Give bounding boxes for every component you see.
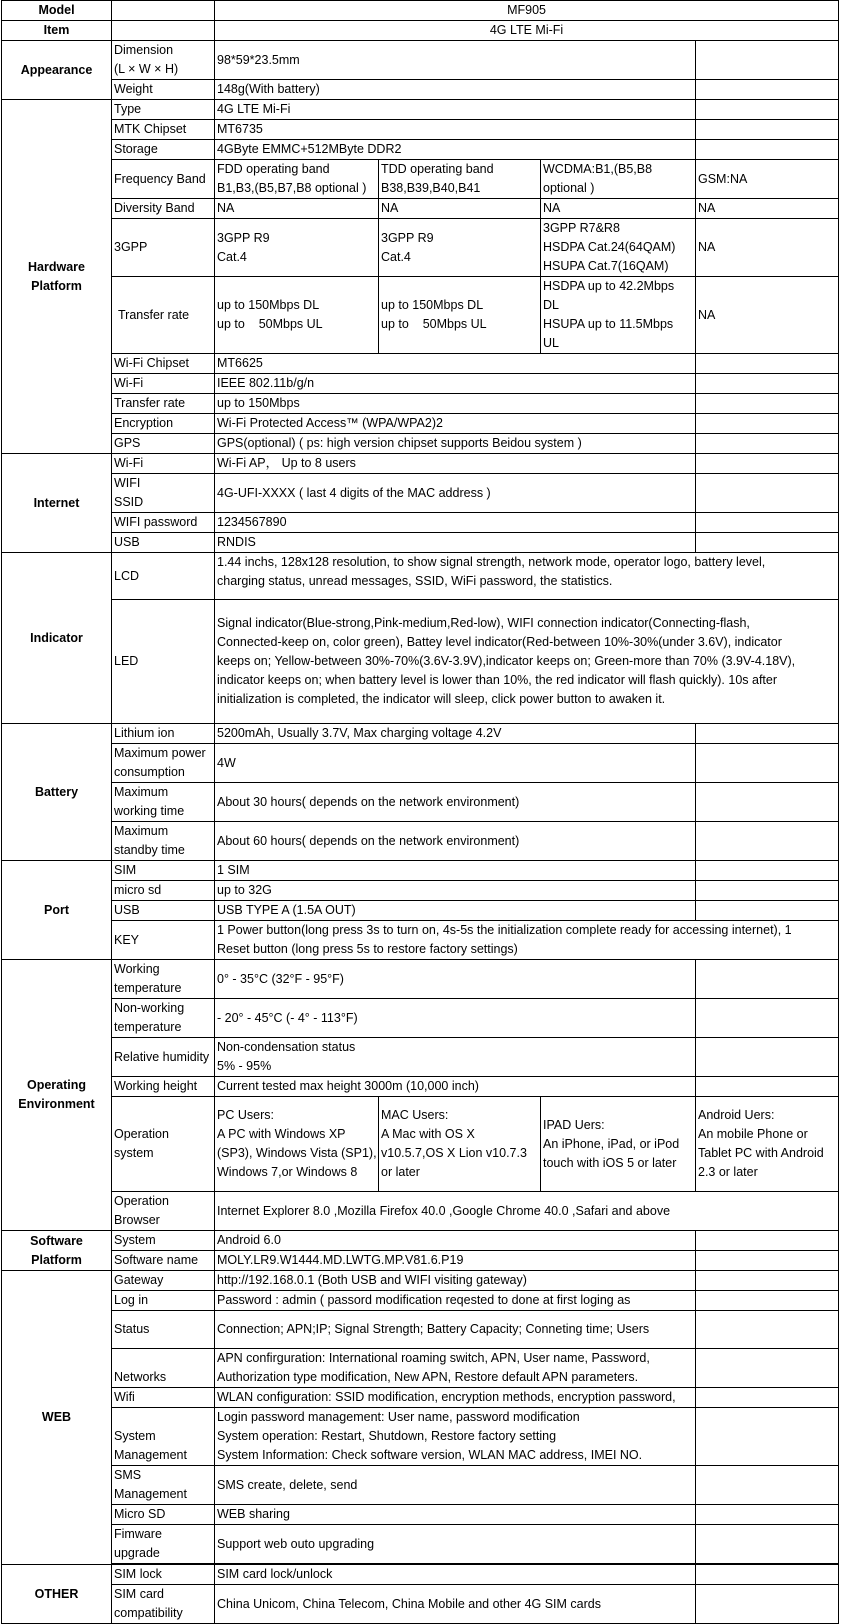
lithium-label: Lithium ion: [112, 724, 215, 744]
led-label: LED: [112, 600, 215, 724]
sim-lock-value: SIM card lock/unlock: [215, 1565, 696, 1585]
port-usb-row: [2, 901, 839, 921]
weight-row: [2, 80, 839, 100]
sms-label: SMS Management: [112, 1466, 215, 1505]
web-wifi-label: Wifi: [112, 1388, 215, 1408]
os-mac: MAC Users: A Mac with OS X v10.5.7,OS X Lion v10.7.3 or later: [379, 1097, 541, 1192]
encryption-value: Wi-Fi Protected Access™ (WPA/WPA2)2: [215, 414, 696, 434]
frequency-wcdma: WCDMA:B1,(B5,B8 optional ): [541, 160, 696, 199]
wifi-rate-row: [2, 394, 839, 414]
system-row: [2, 1231, 839, 1251]
gpp-label: 3GPP: [112, 219, 215, 277]
wifi-chipset-label: Wi-Fi Chipset: [112, 354, 215, 374]
lithium-row: [2, 724, 839, 744]
ssid-value: 4G-UFI-XXXX ( last 4 digits of the MAC address ): [215, 474, 696, 513]
model-value: MF905: [215, 1, 839, 21]
lcd-value: 1.44 inchs, 128x128 resolution, to show signal strength, network mode, operator logo, battery level, charging status, unread messages, SSID, WiFi password, the statistics.: [215, 553, 839, 600]
transfer-rate-gsm: NA: [696, 277, 839, 354]
weight-value: 148g(With battery): [215, 80, 696, 100]
group-other: OTHER: [2, 1565, 112, 1624]
type-row: [2, 100, 839, 120]
frequency-label: Frequency Band: [112, 160, 215, 199]
group-appearance: Appearance: [2, 41, 112, 100]
firmware-label: Fimware upgrade: [112, 1525, 215, 1564]
chipset-label: MTK Chipset: [112, 120, 215, 140]
wifi-value: IEEE 802.11b/g/n: [215, 374, 696, 394]
storage-value: 4GByte EMMC+512MByte DDR2: [215, 140, 696, 160]
gpp-wcdma: 3GPP R7&R8 HSDPA Cat.24(64QAM) HSUPA Cat.7(16QAM): [541, 219, 696, 277]
networks-row: [2, 1349, 839, 1388]
encryption-label: Encryption: [112, 414, 215, 434]
os-ipad: IPAD Uers: An iPhone, iPad, or iPod touch with iOS 5 or later: [541, 1097, 696, 1192]
encryption-row: [2, 414, 839, 434]
standby-time-row: [2, 822, 839, 861]
sms-value: SMS create, delete, send: [215, 1466, 696, 1505]
sim-compat-row: [2, 1585, 839, 1624]
software-name-label: Software name: [112, 1251, 215, 1271]
group-port: Port: [2, 861, 112, 960]
login-row: [2, 1291, 839, 1311]
password-label: WIFI password: [112, 513, 215, 533]
wifi-chipset-row: [2, 354, 839, 374]
os-row: [2, 1097, 839, 1192]
nonworking-temp-label: Non-working temperature: [112, 999, 215, 1038]
diversity-row: [2, 199, 839, 219]
web-microsd-row: [2, 1505, 839, 1525]
sim-value: 1 SIM: [215, 861, 696, 881]
frequency-fdd: FDD operating band B1,B3,(B5,B7,B8 optional ): [215, 160, 379, 199]
key-label: KEY: [112, 921, 215, 960]
led-value: Signal indicator(Blue-strong,Pink-medium,Red-low), WIFI connection indicator(Connecting-flash, Connected-keep on, color green), Battey level indicator(Red-between 10%-30%(under 3.6V), indicator keeps on; Yellow-between 30%-70%(3.6V-3.9V),indicator keeps on; Green-more than 70% (3.9V-4.18V), indicator keeps on; when battery level is lower than 10%, the red indicator will flash quickly). 10s after initialization is completed, the indicator will sleep, click power button to awaken it.: [215, 600, 839, 724]
humidity-row: [2, 1038, 839, 1077]
nonworking-temp-row: [2, 999, 839, 1038]
group-internet: Internet: [2, 454, 112, 553]
type-value: 4G LTE Mi-Fi: [215, 100, 696, 120]
login-label: Log in: [112, 1291, 215, 1311]
system-management-row: [2, 1408, 839, 1466]
diversity-fdd: NA: [215, 199, 379, 219]
storage-row: [2, 140, 839, 160]
transfer-rate-tdd: up to 150Mbps DL up to 50Mbps UL: [379, 277, 541, 354]
internet-wifi-value: Wi-Fi AP， Up to 8 users: [215, 454, 696, 474]
frequency-row: [2, 160, 839, 199]
internet-usb-label: USB: [112, 533, 215, 553]
dimension-value: 98*59*23.5mm: [215, 41, 696, 80]
transfer-rate-label: Transfer rate: [112, 277, 215, 354]
working-time-row: [2, 783, 839, 822]
storage-label: Storage: [112, 140, 215, 160]
diversity-wcdma: NA: [541, 199, 696, 219]
humidity-label: Relative humidity: [112, 1038, 215, 1077]
dimension-row: [2, 41, 839, 80]
led-row: [2, 600, 839, 724]
diversity-gsm: NA: [696, 199, 839, 219]
sim-lock-label: SIM lock: [112, 1565, 215, 1585]
software-name-row: [2, 1251, 839, 1271]
working-height-value: Current tested max height 3000m (10,000 inch): [215, 1077, 696, 1097]
password-row: [2, 513, 839, 533]
gps-value: GPS(optional) ( ps: high version chipset supports Beidou system ): [215, 434, 696, 454]
item-value: 4G LTE Mi-Fi: [215, 21, 839, 41]
model-row: [2, 1, 839, 21]
sim-compat-value: China Unicom, China Telecom, China Mobile and other 4G SIM cards: [215, 1585, 696, 1624]
networks-value: APN confirguration: International roaming switch, APN, User name, Password, Authorization type modification, New APN, Restore default APN parameters.: [215, 1349, 696, 1388]
chipset-row: [2, 120, 839, 140]
transfer-rate-fdd: up to 150Mbps DL up to 50Mbps UL: [215, 277, 379, 354]
lcd-label: LCD: [112, 553, 215, 600]
internet-usb-row: [2, 533, 839, 553]
gateway-row: [2, 1271, 839, 1291]
working-time-value: About 30 hours( depends on the network environment): [215, 783, 696, 822]
browser-value: Internet Explorer 8.0 ,Mozilla Firefox 40.0 ,Google Chrome 40.0 ,Safari and above: [215, 1192, 839, 1231]
wifi-rate-label: Transfer rate: [112, 394, 215, 414]
password-value: 1234567890: [215, 513, 696, 533]
humidity-value: Non-condensation status 5% - 95%: [215, 1038, 696, 1077]
port-usb-label: USB: [112, 901, 215, 921]
chipset-value: MT6735: [215, 120, 696, 140]
os-label: Operation system: [112, 1097, 215, 1192]
internet-wifi-label: Wi-Fi: [112, 454, 215, 474]
web-wifi-value: WLAN configuration: SSID modification, encryption methods, encryption password,: [215, 1388, 696, 1408]
frequency-tdd: TDD operating band B38,B39,B40,B41: [379, 160, 541, 199]
system-management-label: System Management: [112, 1408, 215, 1466]
model-label: Model: [2, 1, 112, 21]
port-microsd-row: [2, 881, 839, 901]
os-android: Android Uers: An mobile Phone or Tablet PC with Android 2.3 or later: [696, 1097, 839, 1192]
working-temp-row: [2, 960, 839, 999]
group-operating-environment: Operating Environment: [2, 960, 112, 1231]
networks-label: Networks: [112, 1349, 215, 1388]
weight-label: Weight: [112, 80, 215, 100]
gateway-value: http://192.168.0.1 (Both USB and WIFI visiting gateway): [215, 1271, 696, 1291]
port-microsd-label: micro sd: [112, 881, 215, 901]
sim-row: [2, 861, 839, 881]
power-label: Maximum power consumption: [112, 744, 215, 783]
dimension-label: Dimension (L × W × H): [112, 41, 215, 80]
frequency-gsm: GSM:NA: [696, 160, 839, 199]
status-label: Status: [112, 1311, 215, 1349]
working-temp-label: Working temperature: [112, 960, 215, 999]
type-label: Type: [112, 100, 215, 120]
wifi-row: [2, 374, 839, 394]
power-value: 4W: [215, 744, 696, 783]
spec-table: [1, 0, 839, 1624]
working-height-label: Working height: [112, 1077, 215, 1097]
gpp-fdd: 3GPP R9 Cat.4: [215, 219, 379, 277]
browser-row: [2, 1192, 839, 1231]
nonworking-temp-value: - 20° - 45°C (- 4° - 113°F): [215, 999, 696, 1038]
status-row: [2, 1311, 839, 1349]
port-usb-value: USB TYPE A (1.5A OUT): [215, 901, 696, 921]
login-value: Password : admin ( passord modification reqested to done at first loging as: [215, 1291, 696, 1311]
gps-label: GPS: [112, 434, 215, 454]
transfer-rate-row: [2, 277, 839, 354]
group-software-platform: Software Platform: [2, 1231, 112, 1271]
sim-compat-label: SIM card compatibility: [112, 1585, 215, 1624]
wifi-chipset-value: MT6625: [215, 354, 696, 374]
web-microsd-label: Micro SD: [112, 1505, 215, 1525]
sms-row: [2, 1466, 839, 1505]
internet-usb-value: RNDIS: [215, 533, 696, 553]
lcd-row: [2, 553, 839, 600]
firmware-value: Support web outo upgrading: [215, 1525, 696, 1564]
working-temp-value: 0° - 35°C (32°F - 95°F): [215, 960, 696, 999]
group-battery: Battery: [2, 724, 112, 861]
item-label: Item: [2, 21, 112, 41]
key-row: [2, 921, 839, 960]
port-microsd-value: up to 32G: [215, 881, 696, 901]
diversity-tdd: NA: [379, 199, 541, 219]
transfer-rate-wcdma: HSDPA up to 42.2Mbps DL HSUPA up to 11.5Mbps UL: [541, 277, 696, 354]
system-value: Android 6.0: [215, 1231, 696, 1251]
status-value: Connection; APN;IP; Signal Strength; Battery Capacity; Conneting time; Users: [215, 1311, 696, 1349]
web-microsd-value: WEB sharing: [215, 1505, 696, 1525]
key-value: 1 Power button(long press 3s to turn on, 4s-5s the initialization complete ready for accessing internet), 1 Reset button (long press 5s to restore factory settings): [215, 921, 839, 960]
firmware-row: [2, 1525, 839, 1564]
web-wifi-row: [2, 1388, 839, 1408]
working-height-row: [2, 1077, 839, 1097]
ssid-row: [2, 474, 839, 513]
group-hardware-platform: Hardware Platform: [2, 100, 112, 454]
internet-wifi-row: [2, 454, 839, 474]
group-indicator: Indicator: [2, 553, 112, 724]
system-label: System: [112, 1231, 215, 1251]
gps-row: [2, 434, 839, 454]
item-row: [2, 21, 839, 41]
working-time-label: Maximum working time: [112, 783, 215, 822]
sim-label: SIM: [112, 861, 215, 881]
group-web: WEB: [2, 1271, 112, 1565]
gpp-row: [2, 219, 839, 277]
os-pc: PC Users: A PC with Windows XP (SP3), Windows Vista (SP1), Windows 7,or Windows 8: [215, 1097, 379, 1192]
lithium-value: 5200mAh, Usually 3.7V, Max charging voltage 4.2V: [215, 724, 696, 744]
software-name-value: MOLY.LR9.W1444.MD.LWTG.MP.V81.6.P19: [215, 1251, 696, 1271]
gpp-tdd: 3GPP R9 Cat.4: [379, 219, 541, 277]
browser-label: Operation Browser: [112, 1192, 215, 1231]
wifi-rate-value: up to 150Mbps: [215, 394, 696, 414]
diversity-label: Diversity Band: [112, 199, 215, 219]
standby-time-label: Maximum standby time: [112, 822, 215, 861]
ssid-label: WIFI SSID: [112, 474, 215, 513]
system-management-value: Login password management: User name, password modification System operation: Restart, Shutdown, Restore factory setting System Information: Check software version, WLAN MAC address, IMEI NO.: [215, 1408, 696, 1466]
standby-time-value: About 60 hours( depends on the network environment): [215, 822, 696, 861]
power-row: [2, 744, 839, 783]
gpp-gsm: NA: [696, 219, 839, 277]
gateway-label: Gateway: [112, 1271, 215, 1291]
wifi-label: Wi-Fi: [112, 374, 215, 394]
